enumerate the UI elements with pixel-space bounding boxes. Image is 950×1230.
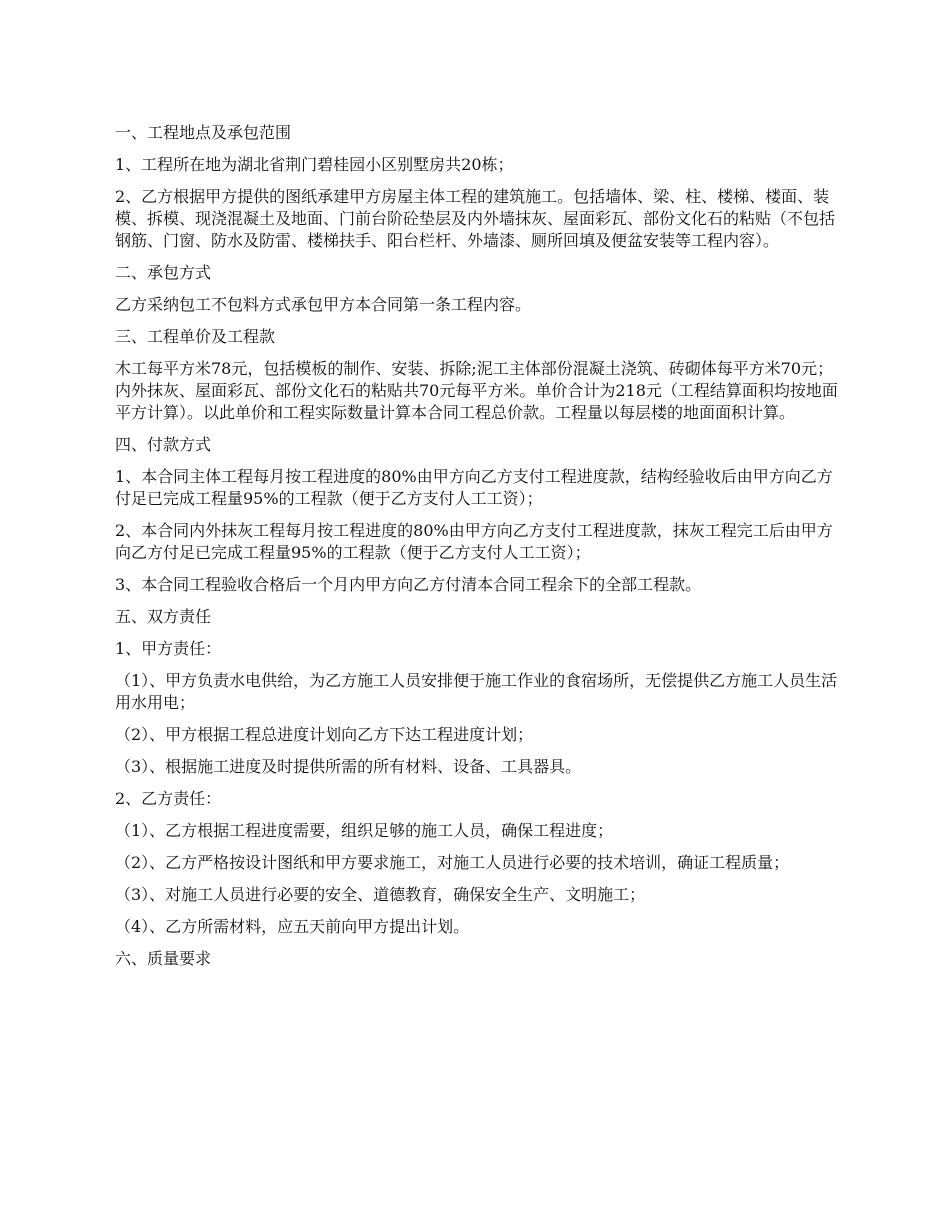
paragraph: 2、本合同内外抹灰工程每月按工程进度的80%由甲方向乙方支付工程进度款，抹灰工程完工后由甲方向乙方付足已完成工程量95%的工程款（便于乙方支付人工工资）； (115, 521, 833, 562)
paragraph: 木工每平方米78元，包括模板的制作、安装、拆除;泥工主体部份混凝土浇筑、砖砌体每平方米70元；内外抹灰、屋面彩瓦、部份文化石的粘贴共70元每平方米。单价合计为218元（工程结算面积均按地面平方计算）。以此单价和工程实际数量计算本合同工程总价款。工程量以每层楼的地面面积计算。 (115, 359, 838, 422)
section-heading-3: 三、工程单价及工程款 (115, 327, 276, 346)
paragraph: （1）、甲方负责水电供给，为乙方施工人员安排便于施工作业的食宿场所，无偿提供乙方施工人员生活用水用电； (115, 671, 838, 712)
document-page (115, 122, 840, 980)
paragraph: （2）、甲方根据工程总进度计划向乙方下达工程进度计划； (115, 725, 534, 744)
paragraph: （1）、乙方根据工程进度需要，组织足够的施工人员，确保工程进度； (115, 821, 614, 840)
paragraph: 3、本合同工程验收合格后一个月内甲方向乙方付清本合同工程余下的全部工程款。 (115, 575, 702, 594)
section-heading-1: 一、工程地点及承包范围 (115, 123, 292, 142)
section-heading-6: 六、质量要求 (115, 949, 212, 968)
paragraph: （2）、乙方严格按设计图纸和甲方要求施工，对施工人员进行必要的技术培训，确证工程质量； (115, 853, 790, 872)
paragraph: （3）、对施工人员进行必要的安全、道德教育，确保安全生产、文明施工； (115, 885, 646, 904)
paragraph: 1、本合同主体工程每月按工程进度的80%由甲方向乙方支付工程进度款，结构经验收后由甲方向乙方付足已完成工程量95%的工程款（便于乙方支付人工工资）； (115, 467, 833, 508)
paragraph: 1、工程所在地为湖北省荆门碧桂园小区别墅房共20栋； (115, 155, 514, 174)
paragraph: 乙方采纳包工不包料方式承包甲方本合同第一条工程内容。 (115, 295, 532, 314)
section-heading-4: 四、付款方式 (115, 435, 212, 454)
section-heading-5: 五、双方责任 (115, 607, 212, 626)
paragraph: 2、乙方根据甲方提供的图纸承建甲方房屋主体工程的建筑施工。包括墙体、梁、柱、楼梯、楼面、装模、拆模、现浇混凝土及地面、门前台阶砼垫层及内外墙抹灰、屋面彩瓦、部份文化石的粘贴（不包括钢筋、门窗、防水及防雷、楼梯扶手、阳台栏杆、外墙漆、厕所回填及便盆安装等工程内容）。 (115, 187, 836, 250)
paragraph: （3）、根据施工进度及时提供所需的所有材料、设备、工具器具。 (115, 757, 582, 776)
paragraph: 2、乙方责任： (115, 789, 222, 808)
paragraph: （4）、乙方所需材料，应五天前向甲方提出计划。 (115, 917, 470, 936)
paragraph: 1、甲方责任： (115, 639, 222, 658)
section-heading-2: 二、承包方式 (115, 263, 212, 282)
